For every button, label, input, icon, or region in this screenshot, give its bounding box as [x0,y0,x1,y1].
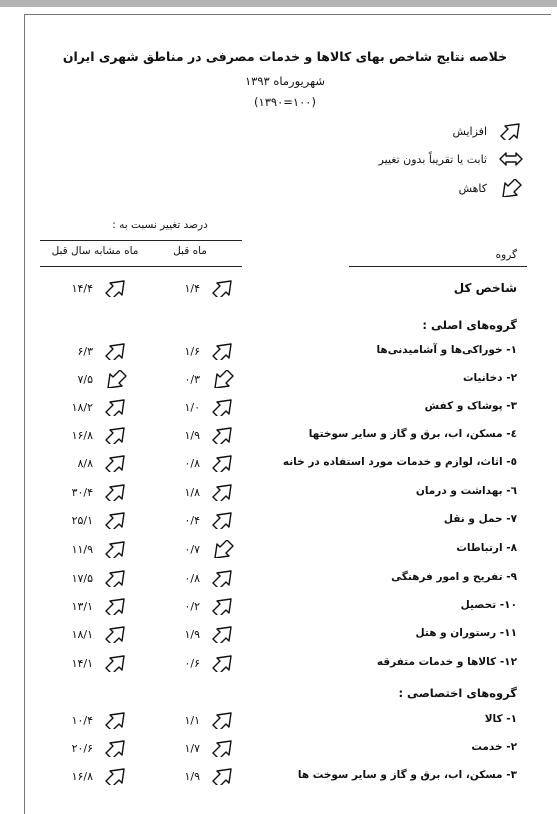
prev-year-value: ۱۳/۱ [71,600,93,613]
row-label: ۷- حمل و نقل [443,513,517,525]
double-arrow-icon [499,150,523,168]
table-row [0,398,557,418]
prev-year-value: ۱۶/۸ [71,429,93,442]
up-arrow-icon [104,767,128,785]
page-title: خلاصه نتایج شاخص بهای کالاها و خدمات مصرفی در مناطق شهری ایران [62,49,508,64]
row-label: گروه‌های اصلی : [422,318,517,332]
prev-year-value: ۸/۸ [77,457,93,470]
up-arrow-icon [211,483,235,501]
prev-month-value: ۱/۶ [184,345,200,358]
up-arrow-icon [104,454,128,472]
prev-month-value: ۰/۴ [184,514,200,527]
up-arrow-icon [104,569,128,587]
prev-month-value: ۰/۸ [184,457,200,470]
table-row [0,540,557,560]
column-header-group: گروه [495,249,517,261]
prev-year-value: ۳۰/۴ [71,486,93,499]
up-arrow-icon [211,454,235,472]
table-row [0,739,557,759]
prev-year-value: ۶/۳ [77,345,93,358]
prev-year-value: ۱۸/۲ [71,401,93,414]
row-label: ٦- بهداشت و درمان [415,485,517,497]
prev-month-value: ۱/۹ [184,628,200,641]
down-arrow-icon [211,540,235,558]
legend-label: کاهش [458,181,487,195]
row-label: ۲- خدمت [471,741,517,753]
table-row [0,426,557,446]
up-arrow-icon [211,511,235,529]
row-label: ٥- اثاث، لوازم و خدمات مورد استفاده در خانه [282,456,517,468]
prev-month-value: ۰/۷ [184,543,200,556]
up-arrow-icon [104,342,128,360]
prev-year-value: ۱۱/۹ [71,543,93,556]
row-label: ٤- مسکن، اب، برق و گاز و سایر سوختها [308,428,517,440]
prev-month-value: ۰/۳ [184,373,200,386]
table-row [0,625,557,645]
prev-year-value: ۱۸/۱ [71,628,93,641]
header-rule-group [349,266,527,267]
up-arrow-icon [211,597,235,615]
row-label: ۱۱- رستوران و هتل [415,627,517,639]
prev-month-value: ۱/۸ [184,486,200,499]
down-arrow-icon [499,179,523,197]
prev-month-value: ۱/۹ [184,429,200,442]
prev-year-value: ۱۶/۸ [71,770,93,783]
down-arrow-icon [211,370,235,388]
legend-label: ثابت یا تقریباً بدون تغییر [378,152,487,166]
up-arrow-icon [211,654,235,672]
row-label: ۱- خوراکی‌ها و آشامیدنی‌ها [376,344,517,356]
up-arrow-icon [211,739,235,757]
row-label: ۳- مسکن، اب، برق و گاز و سایر سوخت ها [297,769,517,781]
up-arrow-icon [499,122,523,140]
prev-year-value: ۱۷/۵ [71,572,93,585]
table-row [0,342,557,362]
up-arrow-icon [104,625,128,643]
up-arrow-icon [211,279,235,297]
prev-month-value: ۱/۹ [184,770,200,783]
row-label: گروه‌های اختصاصی : [398,686,517,700]
double-arrow-icon [499,150,523,168]
up-arrow-icon [211,767,235,785]
page-subtitle: شهریورماه ۱۳۹۳ [244,74,326,88]
prev-year-value: ۲۰/۶ [71,742,93,755]
row-label: ۲- دخانیات [462,372,517,384]
up-arrow-icon [104,279,128,297]
prev-month-value: ۰/۶ [184,657,200,670]
header-rule-columns [40,266,242,267]
header-rule-change [40,240,242,241]
up-arrow-icon [211,711,235,729]
prev-year-value: ۱۰/۴ [71,714,93,727]
table-row [0,569,557,589]
prev-year-value: ۱۴/۱ [71,657,93,670]
column-header-prev-month: ماه قبل [173,245,207,257]
table-row [0,279,557,299]
up-arrow-icon [104,483,128,501]
up-arrow-icon [104,654,128,672]
prev-year-value: ۱۴/۴ [71,282,93,295]
up-arrow-icon [211,426,235,444]
up-arrow-icon [104,398,128,416]
up-arrow-icon [104,511,128,529]
row-label: شاخص کل [453,281,517,295]
up-arrow-icon [211,398,235,416]
prev-month-value: ۰/۲ [184,600,200,613]
up-arrow-icon [211,569,235,587]
up-arrow-icon [104,711,128,729]
up-arrow-icon [104,540,128,558]
prev-month-value: ۱/۱ [184,714,200,727]
section-header [0,684,557,704]
prev-month-value: ۰/۸ [184,572,200,585]
top-bar [0,0,557,7]
legend-item [459,177,523,199]
up-arrow-icon [104,597,128,615]
section-header [0,316,557,336]
table-row [0,597,557,617]
down-arrow-icon [499,179,523,197]
row-label: ۹- تفریح و امور فرهنگی [391,571,517,583]
legend-item [379,148,523,170]
row-label: ۱۲- کالاها و خدمات متفرقه [376,656,517,668]
row-label: ۱- کالا [484,713,517,725]
prev-year-value: ۲۵/۱ [71,514,93,527]
table-row [0,454,557,474]
up-arrow-icon [104,739,128,757]
legend-label: افزایش [452,124,487,138]
prev-month-value: ۱/۷ [184,742,200,755]
table-row [0,711,557,731]
base-year: (۱۰۰=۱۳۹۰) [254,95,316,109]
row-label: ۱۰- تحصیل [460,599,517,611]
prev-month-value: ۱/۴ [184,282,200,295]
table-row [0,767,557,787]
table-row [0,370,557,390]
table-row [0,511,557,531]
prev-year-value: ۷/۵ [77,373,93,386]
row-label: ۸- ارتباطات [456,542,517,554]
up-arrow-icon [211,342,235,360]
table-row [0,654,557,674]
legend-item [452,120,523,142]
row-label: ۳- پوشاک و کفش [424,400,517,412]
column-header-prev-year: ماه مشابه سال قبل [51,245,139,257]
up-arrow-icon [211,625,235,643]
up-arrow-icon [499,122,523,140]
prev-month-value: ۱/۰ [184,401,200,414]
up-arrow-icon [104,426,128,444]
down-arrow-icon [104,370,128,388]
change-caption: درصد تغییر نسبت به : [112,219,208,231]
table-row [0,483,557,503]
